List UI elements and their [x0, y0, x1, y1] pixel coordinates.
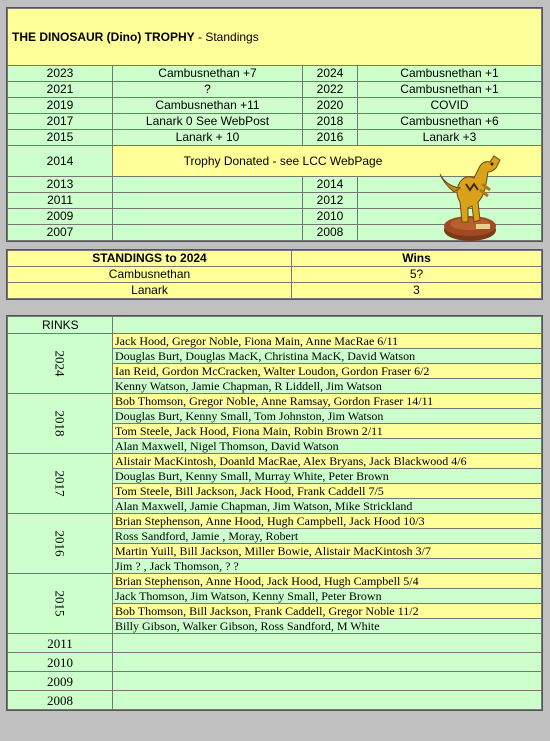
- result-text: Cambusnethan +6: [358, 114, 542, 130]
- rink-team: Tom Steele, Jack Hood, Fiona Main, Robin Brown 2/11: [113, 424, 542, 439]
- rink-team: Jim ? , Jack Thomson, ? ?: [113, 559, 542, 574]
- page-title: [8, 9, 542, 66]
- rink-team: Billy Gibson, Walker Gibson, Ross Sandford, M White: [113, 619, 542, 634]
- result-year: 2016: [303, 130, 358, 146]
- results-row: [8, 114, 542, 130]
- rink-year-label: 2017: [52, 470, 68, 496]
- rink-row: [8, 574, 542, 589]
- result-year: 2015: [8, 130, 113, 146]
- rink-row: [8, 653, 542, 672]
- dinosaur-trophy-icon: [432, 144, 502, 244]
- standings-row: [8, 267, 542, 283]
- rink-team: [113, 634, 542, 653]
- result-year: 2020: [303, 98, 358, 114]
- result-text: [113, 225, 303, 241]
- result-text: [113, 177, 303, 193]
- result-text: Cambusnethan +1: [358, 66, 542, 82]
- club-wins: 5?: [292, 267, 542, 283]
- rink-team: Jack Hood, Gregor Noble, Fiona Main, Anne MacRae 6/11: [113, 334, 542, 349]
- rink-team: Brian Stephenson, Anne Hood, Hugh Campbell, Jack Hood 10/3: [113, 514, 542, 529]
- rinks-header: RINKS: [8, 317, 113, 334]
- result-year: 2007: [8, 225, 113, 241]
- standings-panel: [6, 249, 543, 300]
- rink-row: [8, 394, 542, 409]
- rink-row: [8, 514, 542, 529]
- rink-year: [8, 394, 113, 454]
- rink-team: Jack Thomson, Jim Watson, Kenny Small, Peter Brown: [113, 589, 542, 604]
- result-year: 2024: [303, 66, 358, 82]
- result-text: Cambusnethan +7: [113, 66, 303, 82]
- standings-header-left: STANDINGS to 2024: [8, 251, 292, 267]
- title-main: THE DINOSAUR (Dino) TROPHY: [12, 30, 195, 44]
- rink-team: Ian Reid, Gordon McCracken, Walter Loudon, Gordon Fraser 6/2: [113, 364, 542, 379]
- rink-team: Ross Sandford, Jamie , Moray, Robert: [113, 529, 542, 544]
- rink-team: [113, 653, 542, 672]
- results-row: [8, 66, 542, 82]
- rink-year: [8, 334, 113, 394]
- club-wins: 3: [292, 283, 542, 299]
- result-year: 2019: [8, 98, 113, 114]
- result-year: 2014: [303, 177, 358, 193]
- rink-year: 2008: [8, 691, 113, 710]
- result-year: 2017: [8, 114, 113, 130]
- donated-label: Trophy Donated - see LCC WebPage: [183, 153, 383, 168]
- result-year: 2009: [8, 209, 113, 225]
- rink-row: [8, 672, 542, 691]
- rink-team: [113, 691, 542, 710]
- result-text: ?: [113, 82, 303, 98]
- rinks-header-blank: [113, 317, 542, 334]
- result-year: 2011: [8, 193, 113, 209]
- result-text: [113, 209, 303, 225]
- standings-header-right: Wins: [292, 251, 542, 267]
- result-text: Cambusnethan +1: [358, 82, 542, 98]
- rink-team: Alistair MacKintosh, Doanld MacRae, Alex Bryans, Jack Blackwood 4/6: [113, 454, 542, 469]
- result-text: Cambusnethan +11: [113, 98, 303, 114]
- results-row: [8, 98, 542, 114]
- result-text: COVID: [358, 98, 542, 114]
- result-year: 2018: [303, 114, 358, 130]
- rinks-table: [7, 316, 542, 710]
- results-row: [8, 82, 542, 98]
- rink-year-label: 2016: [52, 530, 68, 556]
- result-text: Lanark + 10: [113, 130, 303, 146]
- result-text: [113, 193, 303, 209]
- rink-team: Kenny Watson, Jamie Chapman, R Liddell, Jim Watson: [113, 379, 542, 394]
- result-year: 2010: [303, 209, 358, 225]
- result-year: 2013: [8, 177, 113, 193]
- standings-table: [7, 250, 542, 299]
- rink-team: Bob Thomson, Gregor Noble, Anne Ramsay, Gordon Fraser 14/11: [113, 394, 542, 409]
- rink-team: Alan Maxwell, Nigel Thomson, David Watson: [113, 439, 542, 454]
- rink-row: [8, 691, 542, 710]
- result-year: 2023: [8, 66, 113, 82]
- rink-year: [8, 454, 113, 514]
- rink-team: [113, 672, 542, 691]
- rink-year: 2011: [8, 634, 113, 653]
- rink-year-label: 2015: [52, 590, 68, 616]
- rink-row: [8, 634, 542, 653]
- club-name: Cambusnethan: [8, 267, 292, 283]
- rink-row: [8, 334, 542, 349]
- donated-year: 2014: [8, 146, 113, 177]
- result-year: 2012: [303, 193, 358, 209]
- club-name: Lanark: [8, 283, 292, 299]
- rink-team: Martin Yuill, Bill Jackson, Miller Bowie, Alistair MacKintosh 3/7: [113, 544, 542, 559]
- rink-year: [8, 514, 113, 574]
- result-text: Lanark +3: [358, 130, 542, 146]
- rink-team: Alan Maxwell, Jamie Chapman, Jim Watson, Mike Strickland: [113, 499, 542, 514]
- title-sub: - Standings: [194, 30, 259, 44]
- rink-year: 2010: [8, 653, 113, 672]
- rink-year-label: 2018: [52, 410, 68, 436]
- rink-team: Douglas Burt, Kenny Small, Tom Johnston, Jim Watson: [113, 409, 542, 424]
- rink-team: Bob Thomson, Bill Jackson, Frank Caddell, Gregor Noble 11/2: [113, 604, 542, 619]
- rink-year: 2009: [8, 672, 113, 691]
- rink-year: [8, 574, 113, 634]
- rink-row: [8, 454, 542, 469]
- result-year: 2008: [303, 225, 358, 241]
- rink-team: Douglas Burt, Kenny Small, Murray White, Peter Brown: [113, 469, 542, 484]
- rink-team: Douglas Burt, Douglas MacK, Christina MacK, David Watson: [113, 349, 542, 364]
- rink-team: Tom Steele, Bill Jackson, Jack Hood, Frank Caddell 7/5: [113, 484, 542, 499]
- results-panel: [6, 7, 543, 242]
- rink-team: Brian Stephenson, Anne Hood, Jack Hood, Hugh Campbell 5/4: [113, 574, 542, 589]
- result-text: Lanark 0 See WebPost: [113, 114, 303, 130]
- result-year: 2022: [303, 82, 358, 98]
- result-year: 2021: [8, 82, 113, 98]
- rinks-panel: [6, 315, 543, 711]
- rink-year-label: 2024: [52, 350, 68, 376]
- standings-row: [8, 283, 542, 299]
